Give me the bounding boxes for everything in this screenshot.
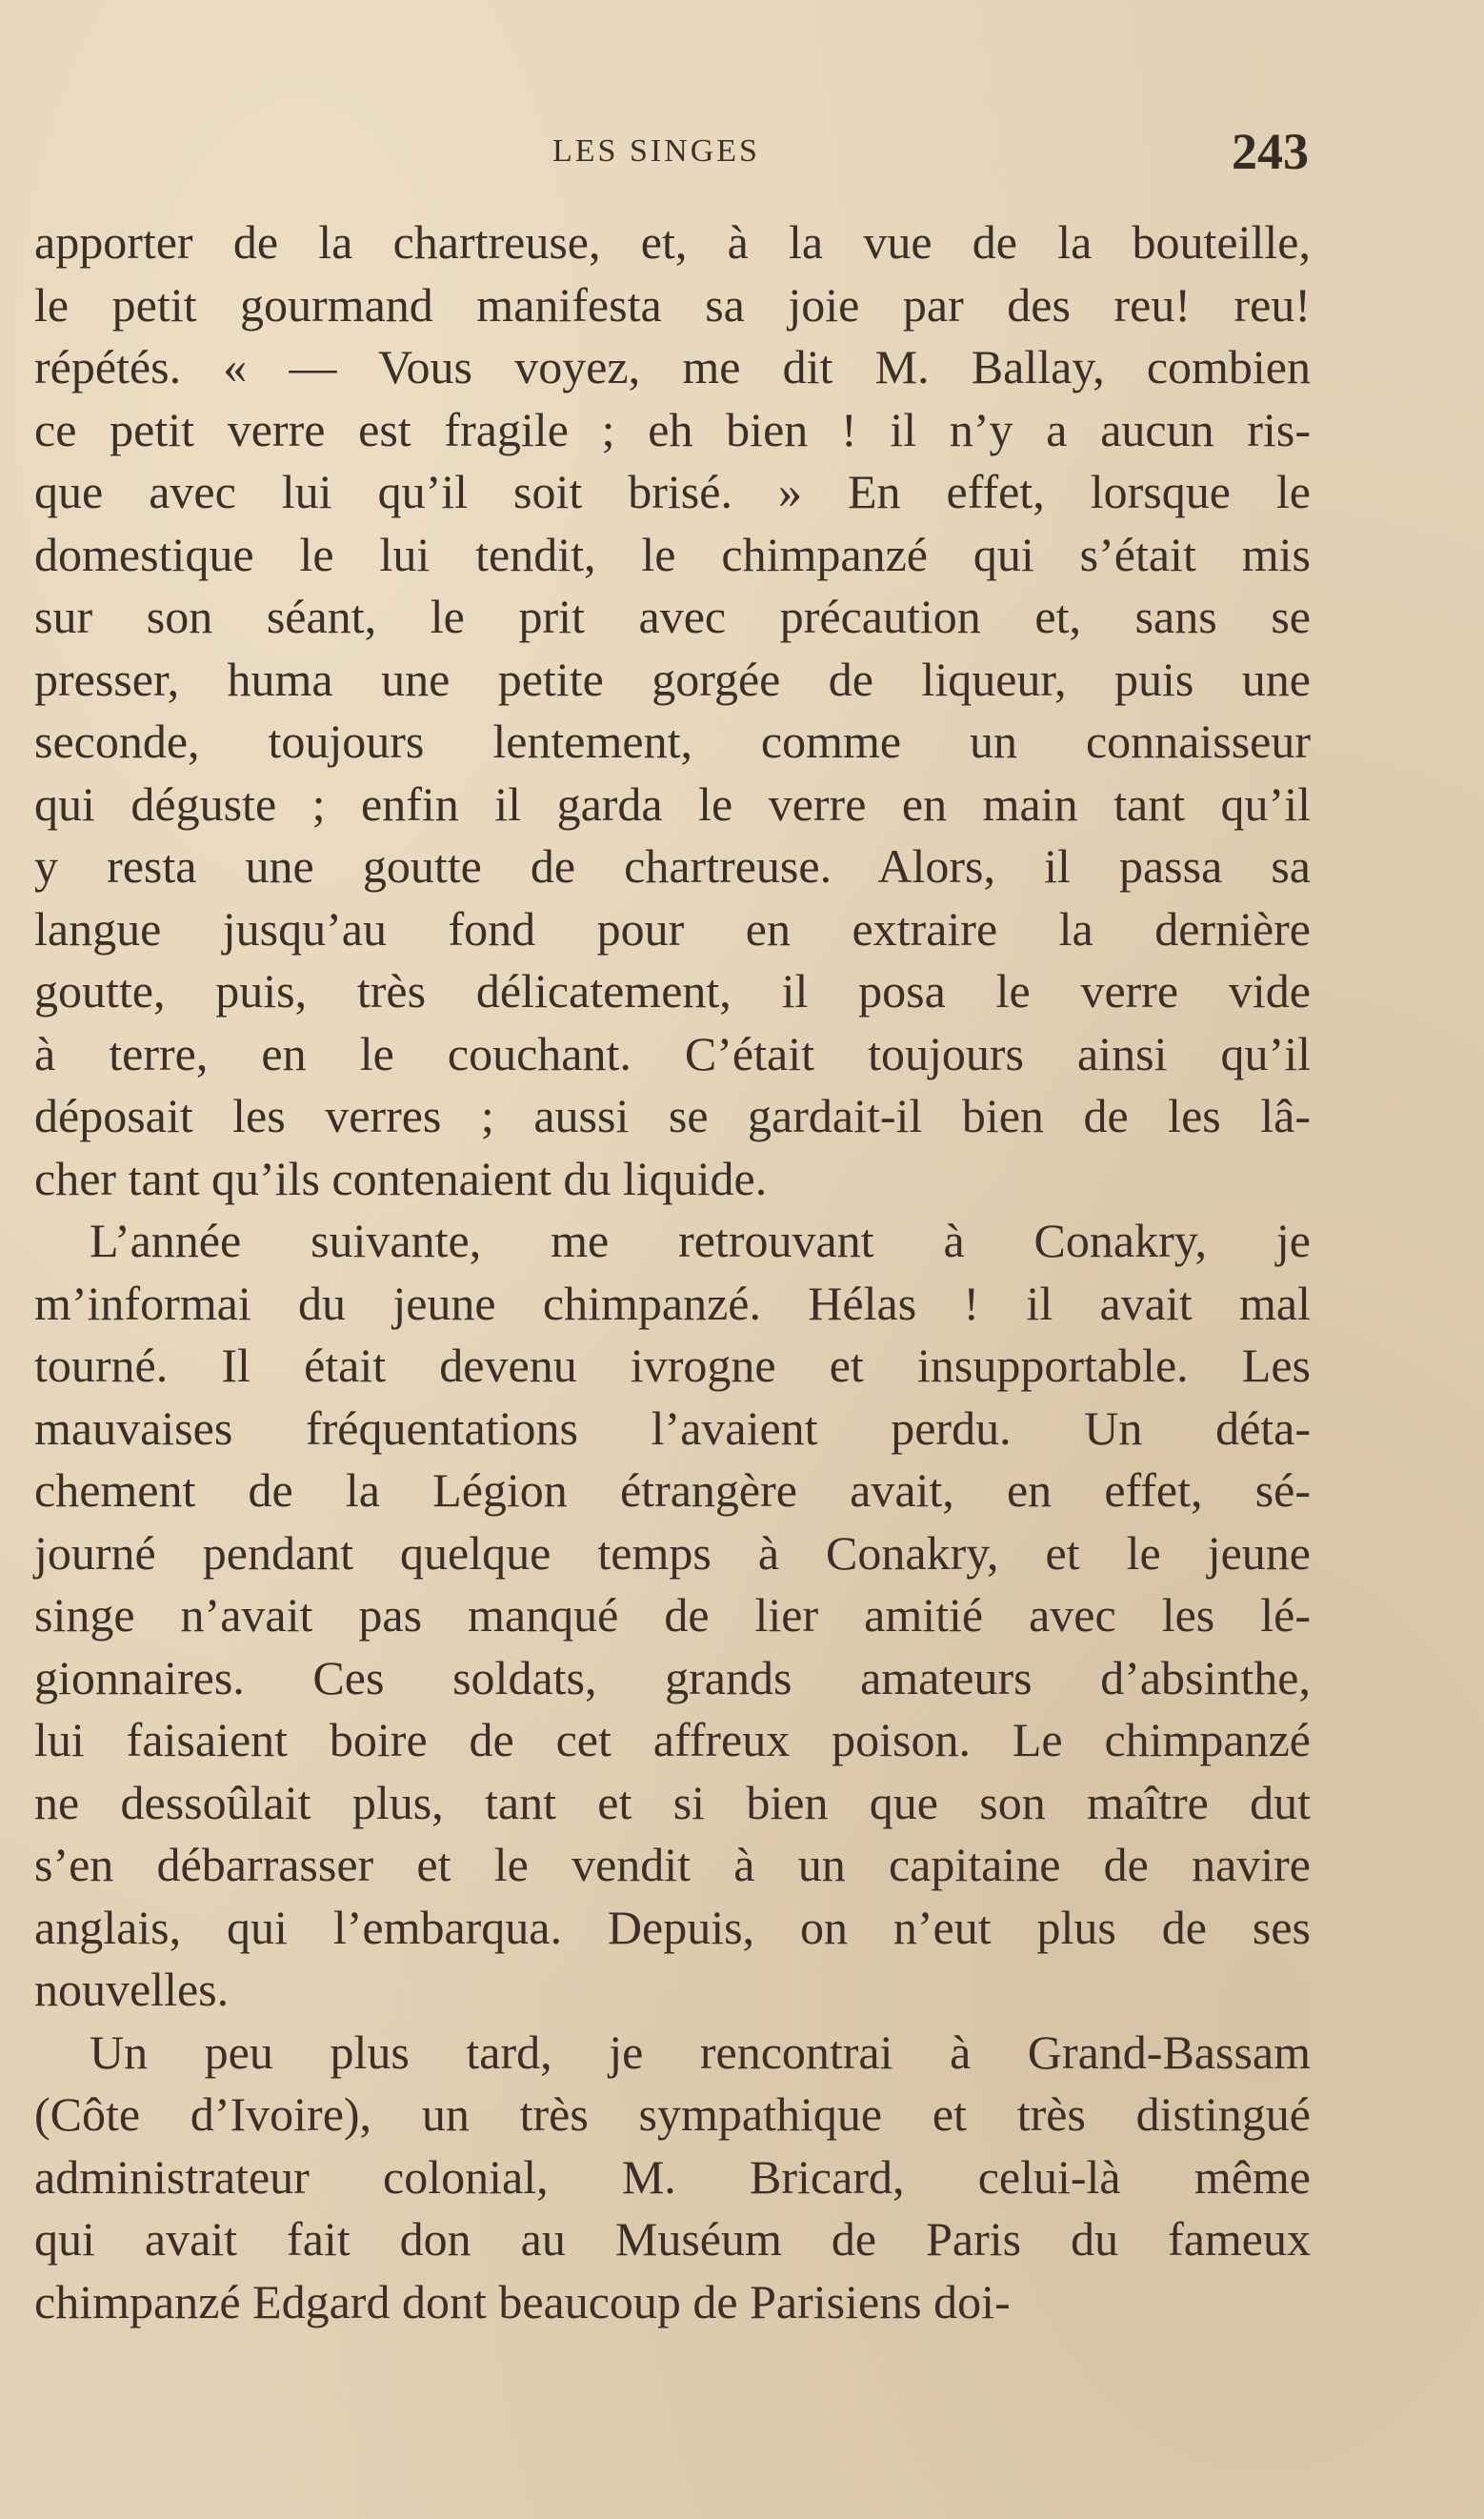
page-number: 243 <box>1232 123 1309 180</box>
text-line: s’en débarrasser et le vendit à un capitaine de navire <box>34 1838 1311 1891</box>
text-line: domestique le lui tendit, le chimpanzé qui s’était mis <box>34 527 1311 581</box>
text-line: seconde, toujours lentement, comme un connaisseur <box>34 715 1311 768</box>
text-line: presser, huma une petite gorgée de liqueur, puis une <box>34 652 1311 706</box>
paragraph-2 <box>34 1210 1311 2022</box>
text-line: singe n’avait pas manqué de lier amitié avec les lé- <box>34 1588 1311 1642</box>
text-line: mauvaises fréquentations l’avaient perdu. Un déta- <box>34 1401 1311 1455</box>
text-line: chement de la Légion étrangère avait, en effet, sé- <box>34 1463 1311 1517</box>
text-line: goutte, puis, très délicatement, il posa le verre vide <box>34 964 1311 1018</box>
text-line: que avec lui qu’il soit brisé. » En effet, lorsque le <box>34 465 1311 518</box>
text-line: Un peu plus tard, je rencontrai à Grand-Bassam <box>90 2025 1311 2079</box>
text-line: L’année suivante, me retrouvant à Conakry, je <box>90 1214 1311 1267</box>
text-line: ce petit verre est fragile ; eh bien ! il n’y a aucun ris- <box>34 402 1311 456</box>
text-line: chimpanzé Edgard dont beaucoup de Parisiens doi- <box>34 2274 1011 2328</box>
text-line: administrateur colonial, M. Bricard, celui-là même <box>34 2149 1311 2204</box>
text-line: langue jusqu’au fond pour en extraire la dernière <box>34 901 1311 956</box>
text-line: cher tant qu’ils contenaient du liquide. <box>34 1151 768 1205</box>
text-line: déposait les verres ; aussi se gardait-il bien de les lâ- <box>34 1089 1311 1142</box>
text-line: lui faisaient boire de cet affreux poison. Le chimpanzé <box>34 1713 1311 1766</box>
text-line: sur son séant, le prit avec précaution et, sans se <box>34 590 1311 643</box>
text-line: répétés. « — Vous voyez, me dit M. Ballay, combien <box>34 340 1311 393</box>
text-line: qui avait fait don au Muséum de Paris du fameux <box>34 2212 1311 2266</box>
paragraph-3 <box>34 2022 1311 2334</box>
text-line: gionnaires. Ces soldats, grands amateurs d’absinthe, <box>34 1650 1311 1704</box>
text-line: (Côte d’Ivoire), un très sympathique et très distingué <box>34 2087 1311 2141</box>
text-line: apporter de la chartreuse, et, à la vue de la bouteille, <box>34 215 1311 269</box>
text-line: journé pendant quelque temps à Conakry, et le jeune <box>34 1525 1311 1580</box>
body-text <box>34 212 1311 2333</box>
text-line: m’informai du jeune chimpanzé. Hélas ! il avait mal <box>34 1276 1311 1330</box>
text-line: nouvelles. <box>34 1963 230 2016</box>
text-line: anglais, qui l’embarqua. Depuis, on n’eut plus de ses <box>34 1900 1311 1954</box>
text-line: à terre, en le couchant. C’était toujours ainsi qu’il <box>34 1026 1311 1080</box>
text-line: tourné. Il était devenu ivrogne et insupportable. Les <box>34 1339 1311 1392</box>
paragraph-1 <box>34 212 1311 1210</box>
text-line: qui déguste ; enfin il garda le verre en main tant qu’il <box>34 776 1311 831</box>
text-line: ne dessoûlait plus, tant et si bien que son maître dut <box>34 1775 1311 1829</box>
text-line: le petit gourmand manifesta sa joie par des reu! reu! <box>34 277 1311 332</box>
running-head: LES SINGES <box>552 133 760 169</box>
text-line: y resta une goutte de chartreuse. Alors, il passa sa <box>34 839 1311 893</box>
